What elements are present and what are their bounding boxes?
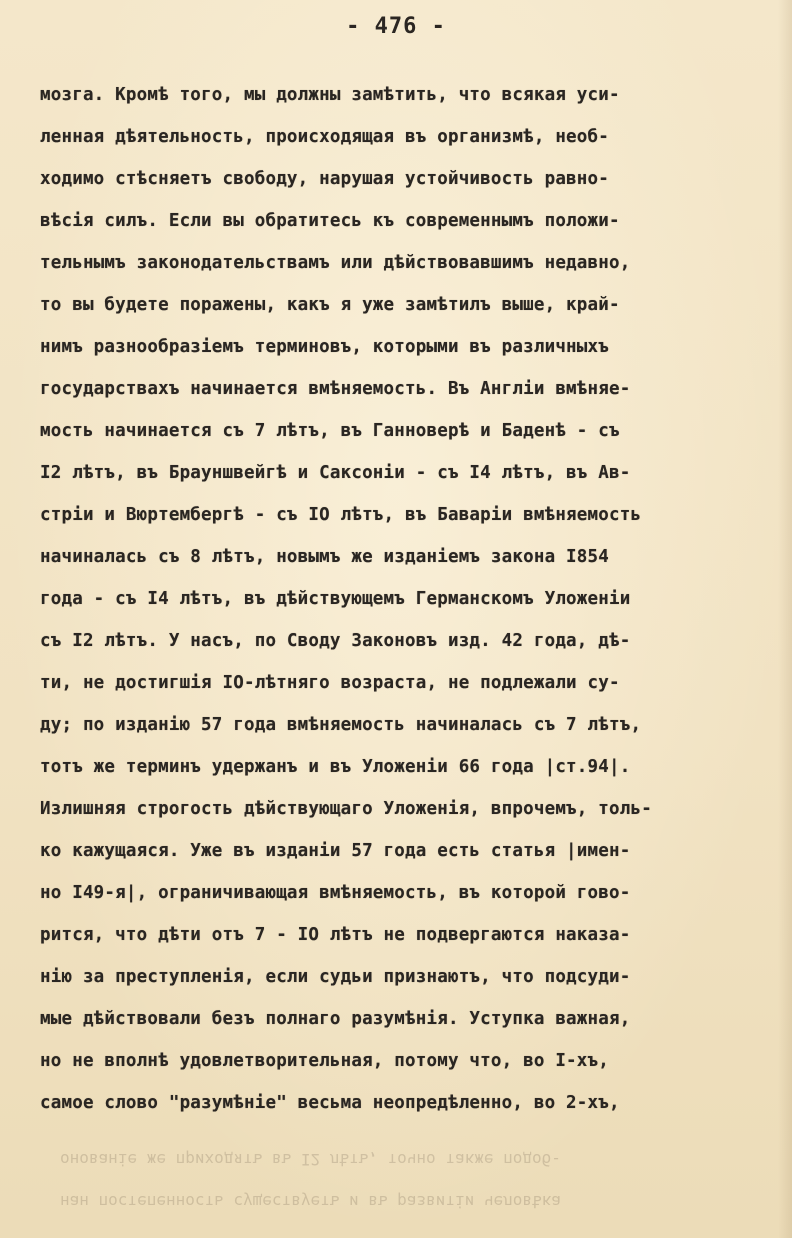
- text-line: ленная дѣятельность, происходящая въ организмѣ, необ-: [40, 127, 610, 147]
- text-line: но не вполнѣ удовлетворительная, потому что, во I-хъ,: [40, 1051, 610, 1071]
- text-line: то вы будете поражены, какъ я уже замѣтилъ выше, край-: [40, 295, 620, 315]
- text-line: мость начинается съ 7 лѣтъ, въ Ганноверѣ и Баденѣ - съ: [40, 421, 620, 441]
- text-line: мозга. Кромѣ того, мы должны замѣтить, что всякая уси-: [40, 85, 620, 105]
- text-line: ду; по изданію 57 года вмѣняемость начиналась съ 7 лѣтъ,: [40, 715, 642, 735]
- text-line: государствахъ начинается вмѣняемость. Въ Англіи вмѣняе-: [40, 379, 631, 399]
- text-line: тельнымъ законодательствамъ или дѣйствовавшимъ недавно,: [40, 253, 631, 273]
- text-line: начиналась съ 8 лѣтъ, новымъ же изданіемъ закона I854: [40, 547, 610, 567]
- body-text: [40, 74, 740, 1124]
- text-line: I2 лѣтъ, въ Брауншвейгѣ и Саксоніи - съ I4 лѣтъ, въ Ав-: [40, 463, 631, 483]
- bleed-through-text: нан постепенность существуетъ и въ развитіи человѣка: [60, 1192, 561, 1211]
- text-line: вѣсія силъ. Если вы обратитесь къ современнымъ положи-: [40, 211, 620, 231]
- text-line: ходимо стѣсняетъ свободу, нарушая устойчивость равно-: [40, 169, 610, 189]
- bleed-through-text: онованіе же приходятъ въ I2 лѣтъ, точно также подоб-: [60, 1150, 561, 1169]
- text-line: но I49-я|, ограничивающая вмѣняемость, въ которой гово-: [40, 883, 631, 903]
- page-edge-shadow: [778, 0, 792, 1238]
- text-line: нимъ разнообразіемъ терминовъ, которыми въ различныхъ: [40, 337, 610, 357]
- text-line: тотъ же терминъ удержанъ и въ Уложеніи 66 года |ст.94|.: [40, 757, 631, 777]
- text-line: рится, что дѣти отъ 7 - IO лѣтъ не подвергаются наказа-: [40, 925, 631, 945]
- text-line: съ I2 лѣтъ. У насъ, по Своду Законовъ изд. 42 года, дѣ-: [40, 631, 631, 651]
- text-line: ко кажущаяся. Уже въ изданіи 57 года есть статья |имен-: [40, 841, 631, 861]
- text-line: ти, не достигшія IO-лѣтняго возраста, не подлежали су-: [40, 673, 620, 693]
- text-line: года - съ I4 лѣтъ, въ дѣйствующемъ Германскомъ Уложеніи: [40, 589, 631, 609]
- text-line: Излишняя строгость дѣйствующаго Уложенія, впрочемъ, толь-: [40, 799, 652, 819]
- text-line: самое слово "разумѣніе" весьма неопредѣленно, во 2-хъ,: [40, 1093, 620, 1113]
- text-line: стріи и Вюртембергѣ - съ IO лѣтъ, въ Баваріи вмѣняемость: [40, 505, 642, 525]
- text-line: нію за преступленія, если судьи признаютъ, что подсуди-: [40, 967, 631, 987]
- text-line: мые дѣйствовали безъ полнаго разумѣнія. Уступка важная,: [40, 1009, 631, 1029]
- page-number: - 476 -: [346, 14, 446, 39]
